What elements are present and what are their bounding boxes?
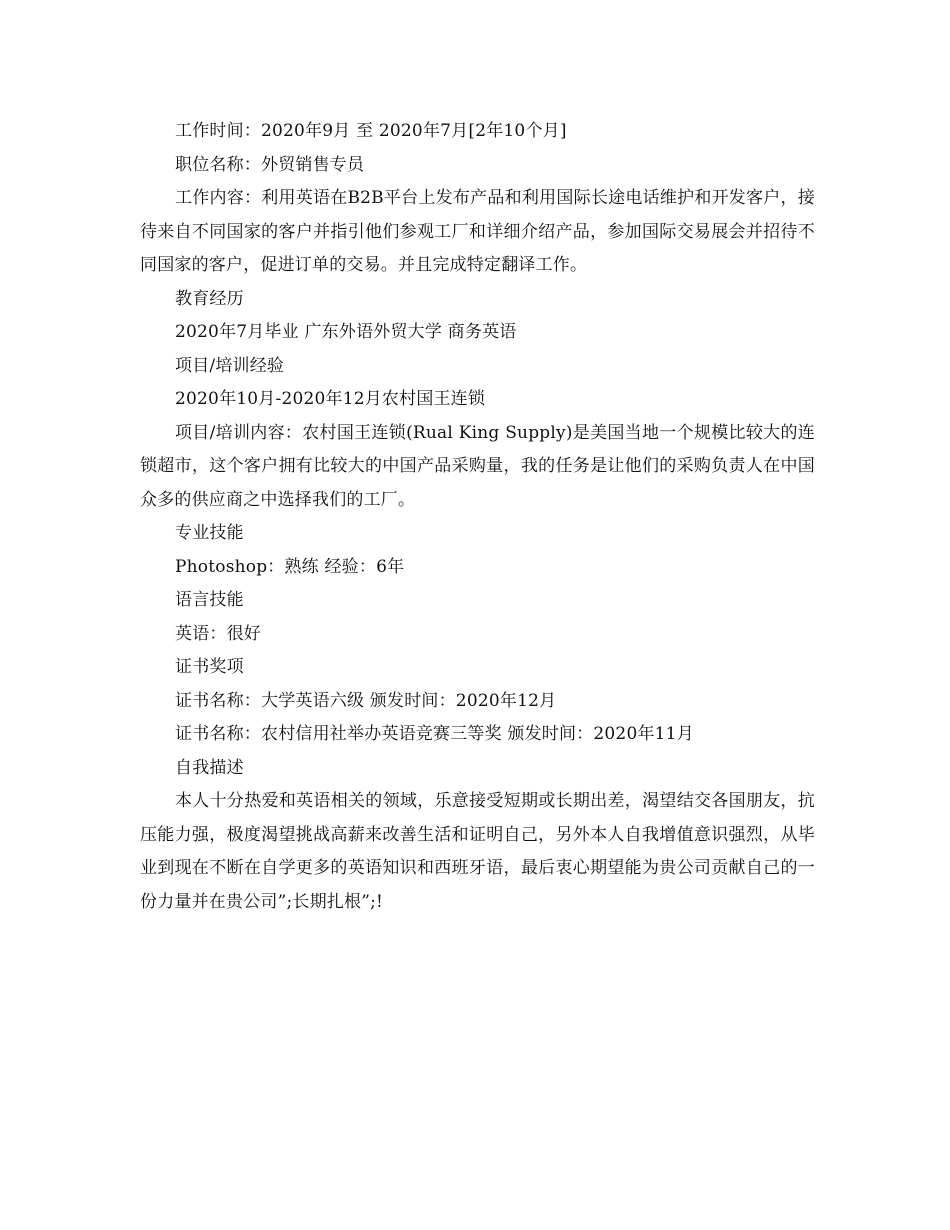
skills-heading: 专业技能	[175, 523, 244, 543]
certificates-heading: 证书奖项	[175, 657, 244, 677]
work-period: 工作时间：2020年9月 至 2020年7月[2年10个月]	[175, 121, 567, 141]
project-period: 2020年10月-2020年12月农村国王连锁	[175, 389, 486, 409]
resume-body	[140, 115, 815, 919]
certificate-entry-cet6: 证书名称：大学英语六级 颁发时间：2020年12月	[175, 690, 557, 711]
education-heading: 教育经历	[175, 288, 244, 309]
skill-entry: Photoshop：熟练 经验：6年	[175, 556, 405, 577]
language-entry: 英语：很好	[175, 623, 261, 644]
project-heading: 项目/培训经验	[175, 355, 285, 376]
language-heading: 语言技能	[175, 590, 244, 610]
certificate-entry-contest: 证书名称：农村信用社举办英语竞赛三等奖 颁发时间：2020年11月	[175, 724, 694, 744]
self-description-heading: 自我描述	[175, 757, 244, 778]
self-description-text: 本人十分热爱和英语相关的领域，乐意接受短期或长期出差，渴望结交各国朋友，抗压能力强，极度渴望挑战高薪来改善生活和证明自己，另外本人自我增值意识强烈，从毕业到现在不断在自学更多的英语知识和西班牙语，最后衷心期望能为贵公司贡献自己的一份力量并在贵公司”;长期扎根”;!	[140, 791, 815, 912]
project-description: 项目/培训内容：农村国王连锁(Rual King Supply)是美国当地一个规模比较大的连锁超市，这个客户拥有比较大的中国产品采购量，我的任务是让他们的采购负责人在中国众多的供应商之中选择我们的工厂。	[140, 422, 815, 510]
job-description: 工作内容：利用英语在B2B平台上发布产品和利用国际长途电话维护和开发客户，接待来自不同国家的客户并指引他们参观工厂和详细介绍产品，参加国际交易展会并招待不同国家的客户，促进订单的交易。并且完成特定翻译工作。	[140, 188, 815, 275]
job-title: 职位名称：外贸销售专员	[175, 154, 365, 175]
education-entry: 2020年7月毕业 广东外语外贸大学 商务英语	[175, 322, 517, 342]
